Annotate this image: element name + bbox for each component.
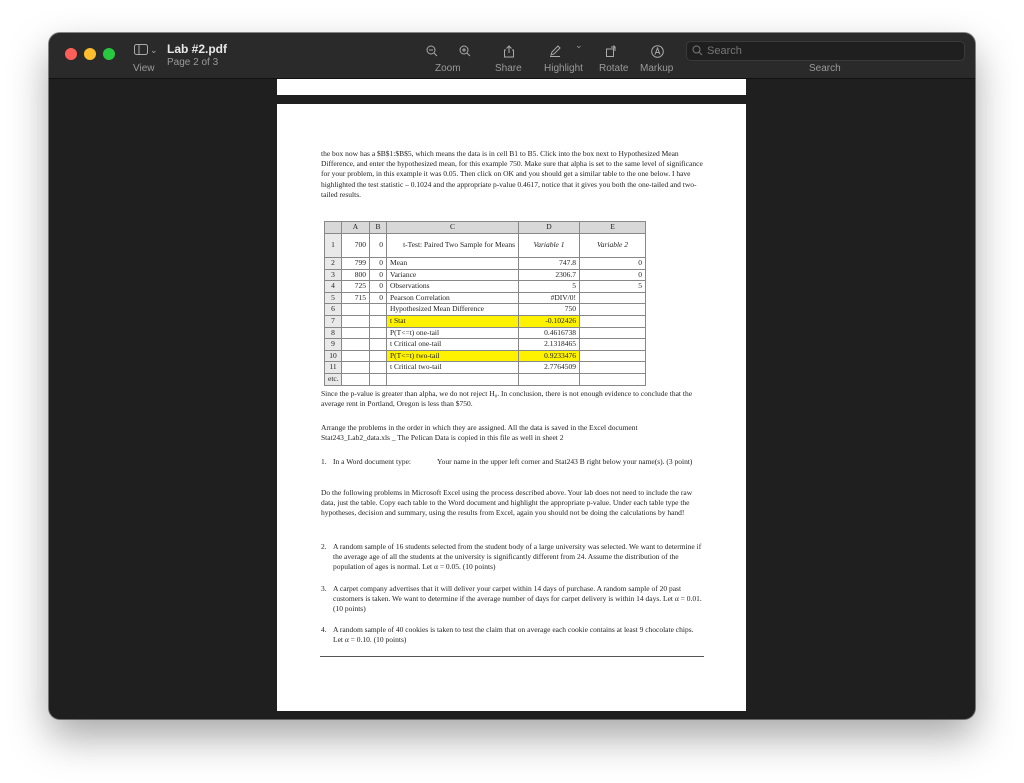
cell-b: 0	[370, 292, 387, 304]
row-number: 5	[325, 292, 342, 304]
column-header: D	[519, 222, 580, 234]
cell-a	[342, 327, 370, 339]
p-value-label-highlight: P(T<=t) two-tail	[387, 350, 519, 362]
cell-d: #DIV/0!	[519, 292, 580, 304]
cell-d: 5	[519, 281, 580, 293]
cell-e	[580, 315, 646, 327]
row-number: 9	[325, 339, 342, 351]
cell-b	[370, 339, 387, 351]
table-row	[325, 315, 646, 327]
question-number: 4.	[321, 625, 327, 634]
cell-a: 725	[342, 281, 370, 293]
highlight-label: Highlight	[544, 63, 583, 74]
cell-b: 0	[370, 269, 387, 281]
close-window-button[interactable]	[65, 48, 77, 60]
cell-c: t-Test: Paired Two Sample for Means	[387, 234, 519, 258]
cell-b	[370, 373, 387, 385]
question-text: A carpet company advertises that it will deliver your carpet within 14 days of purchase. A random sample of 20 past customers is taken. We want to determine if the average number of days for carpet delivery is within 14 days. Let α = 0.01. (10 points)	[333, 584, 702, 614]
cell-e	[580, 327, 646, 339]
row-number: 11	[325, 362, 342, 374]
corner-cell	[325, 222, 342, 234]
cell-c: t Critical one-tail	[387, 339, 519, 351]
cell-e: Variable 2	[580, 234, 646, 258]
cell-c: t Critical two-tail	[387, 362, 519, 374]
row-number: 6	[325, 304, 342, 316]
toolbar	[49, 33, 975, 79]
zoom-in-button[interactable]	[454, 42, 476, 60]
t-stat-value-highlight: -0.102426	[519, 315, 580, 327]
cell-b: 0	[370, 258, 387, 270]
previous-page	[277, 79, 746, 95]
view-button[interactable]	[131, 42, 165, 76]
sidebar-icon	[134, 44, 148, 55]
cell-b	[370, 304, 387, 316]
table-row	[325, 234, 646, 258]
cell-c	[387, 373, 519, 385]
column-header: C	[387, 222, 519, 234]
cell-d: 750	[519, 304, 580, 316]
cell-a: 800	[342, 269, 370, 281]
cell-a	[342, 315, 370, 327]
column-header: B	[370, 222, 387, 234]
cell-b: 0	[370, 234, 387, 258]
page-indicator: Page 2 of 3	[167, 57, 219, 68]
cell-e: 0	[580, 258, 646, 270]
cell-d: 747.8	[519, 258, 580, 270]
cell-c: Variance	[387, 269, 519, 281]
cell-d: Variable 1	[519, 234, 580, 258]
conclusion-paragraph: Since the p-value is greater than alpha, we do not reject H₀. In conclusion, there is not enough evidence to conclude that the average rent in Portland, Oregon is less than $750.	[321, 389, 693, 409]
table-row	[325, 258, 646, 270]
row-number: 7	[325, 315, 342, 327]
cell-c: P(T<=t) one-tail	[387, 327, 519, 339]
row-number: 10	[325, 350, 342, 362]
cell-e	[580, 339, 646, 351]
cell-b	[370, 315, 387, 327]
highlight-button[interactable]	[544, 42, 566, 60]
zoom-label: Zoom	[435, 63, 461, 74]
cell-a	[342, 362, 370, 374]
question-text: A random sample of 40 cookies is taken to test the claim that on average each cookie contains at least 9 chocolate chips. Let α = 0.10. (10 points)	[333, 625, 694, 645]
markup-button[interactable]	[646, 42, 668, 60]
search-field[interactable]	[686, 41, 965, 61]
table-row	[325, 373, 646, 385]
search-icon	[692, 45, 703, 56]
cell-b	[370, 350, 387, 362]
view-label: View	[133, 63, 155, 74]
search-label: Search	[809, 63, 841, 74]
cell-a	[342, 339, 370, 351]
markup-label: Markup	[640, 63, 674, 74]
table-row	[325, 362, 646, 374]
cell-e	[580, 350, 646, 362]
share-icon	[503, 45, 515, 58]
instructions-paragraph: Do the following problems in Microsoft Excel using the process described above. Your lab does not need to include the raw data, just the table. Copy each table to the Word document and highlight the appropriate p-value. Under each table type the hypotheses, decision and summary, using the results from Excel, again you should not be doing the calculations by hand!	[321, 488, 693, 518]
minimize-window-button[interactable]	[84, 48, 96, 60]
row-number: 8	[325, 327, 342, 339]
rotate-label: Rotate	[599, 63, 629, 74]
cell-d	[519, 373, 580, 385]
pen-icon	[549, 45, 561, 57]
table-row	[325, 269, 646, 281]
zoom-out-icon	[426, 45, 438, 57]
highlight-chevron-icon[interactable]: ⌄	[575, 40, 583, 50]
document-title: Lab #2.pdf	[167, 42, 228, 56]
question-number: 3.	[321, 584, 327, 593]
question-text	[333, 457, 705, 467]
t-stat-label-highlight: t Stat	[387, 315, 519, 327]
search-input[interactable]	[707, 43, 957, 58]
share-button[interactable]	[498, 42, 520, 60]
table-row	[325, 281, 646, 293]
cell-c: Pearson Correlation	[387, 292, 519, 304]
chevron-down-icon: ⌄	[150, 45, 158, 55]
document-viewport[interactable]	[49, 79, 975, 719]
cell-e: 0	[580, 269, 646, 281]
p-value-highlight: 0.9233476	[519, 350, 580, 362]
q1-part-b: Your name in the upper left corner and Stat243 B right below your name(s). (3 point)	[437, 457, 693, 466]
cell-e: 5	[580, 281, 646, 293]
cell-c: Mean	[387, 258, 519, 270]
table-header-row	[325, 222, 646, 234]
cell-b	[370, 362, 387, 374]
cell-e	[580, 292, 646, 304]
table-row	[325, 304, 646, 316]
divider	[320, 656, 704, 657]
cell-e	[580, 373, 646, 385]
pdf-page	[277, 104, 746, 711]
arrange-paragraph: Arrange the problems in the order in which they are assigned. All the data is saved in the Excel document Stat243_Lab2_data.xls _ The Pelican Data is copied in this file as well in sheet 2	[321, 423, 638, 443]
cell-b	[370, 327, 387, 339]
column-header: E	[580, 222, 646, 234]
column-header: A	[342, 222, 370, 234]
rotate-icon	[605, 45, 617, 57]
question-number: 2.	[321, 542, 327, 551]
cell-e	[580, 362, 646, 374]
q1-part-a: In a Word document type:	[333, 457, 411, 466]
table-row	[325, 292, 646, 304]
row-number: etc.	[325, 373, 342, 385]
zoom-out-button[interactable]	[421, 42, 443, 60]
cell-c: Hypothesized Mean Difference	[387, 304, 519, 316]
cell-a: 700	[342, 234, 370, 258]
rotate-button[interactable]	[600, 42, 622, 60]
cell-c: Observations	[387, 281, 519, 293]
cell-a	[342, 304, 370, 316]
row-number: 2	[325, 258, 342, 270]
cell-a: 799	[342, 258, 370, 270]
cell-d: 2.1318465	[519, 339, 580, 351]
question-number: 1.	[321, 457, 327, 466]
cell-d: 2.7764509	[519, 362, 580, 374]
table-row	[325, 339, 646, 351]
cell-e	[580, 304, 646, 316]
ttest-table	[324, 221, 646, 386]
preview-window	[49, 33, 975, 719]
zoom-window-button[interactable]	[103, 48, 115, 60]
cell-a: 715	[342, 292, 370, 304]
cell-d: 0.4616738	[519, 327, 580, 339]
markup-icon	[651, 45, 664, 58]
cell-a	[342, 373, 370, 385]
row-number: 4	[325, 281, 342, 293]
zoom-in-icon	[459, 45, 471, 57]
cell-b: 0	[370, 281, 387, 293]
table-row	[325, 327, 646, 339]
table-row	[325, 350, 646, 362]
cell-d: 2306.7	[519, 269, 580, 281]
intro-paragraph: the box now has a $B$1:$B$5, which means the data is in cell B1 to B5. Click into the box next to Hypothesized Mean Difference, and enter the hypothesized mean, for this example 750. Make sure that alpha is set to the same level of significance for your problem, in this example it was 0.05. Then click on OK and you should get a similar table to the one below. I have highlighted the test statistic – 0.1024 and the appropriate p-value 0.4617, notice that it gives you both the one-tailed and two-tailed results.	[321, 149, 703, 199]
row-number: 3	[325, 269, 342, 281]
cell-a	[342, 350, 370, 362]
share-label: Share	[495, 63, 522, 74]
row-number: 1	[325, 234, 342, 258]
question-text: A random sample of 16 students selected from the student body of a large university was selected. We want to determine if the average age of all the students at the university is significantly different from 24. Assume the distribution of the population of ages is normal. Let α = 0.05. (10 points)	[333, 542, 702, 572]
